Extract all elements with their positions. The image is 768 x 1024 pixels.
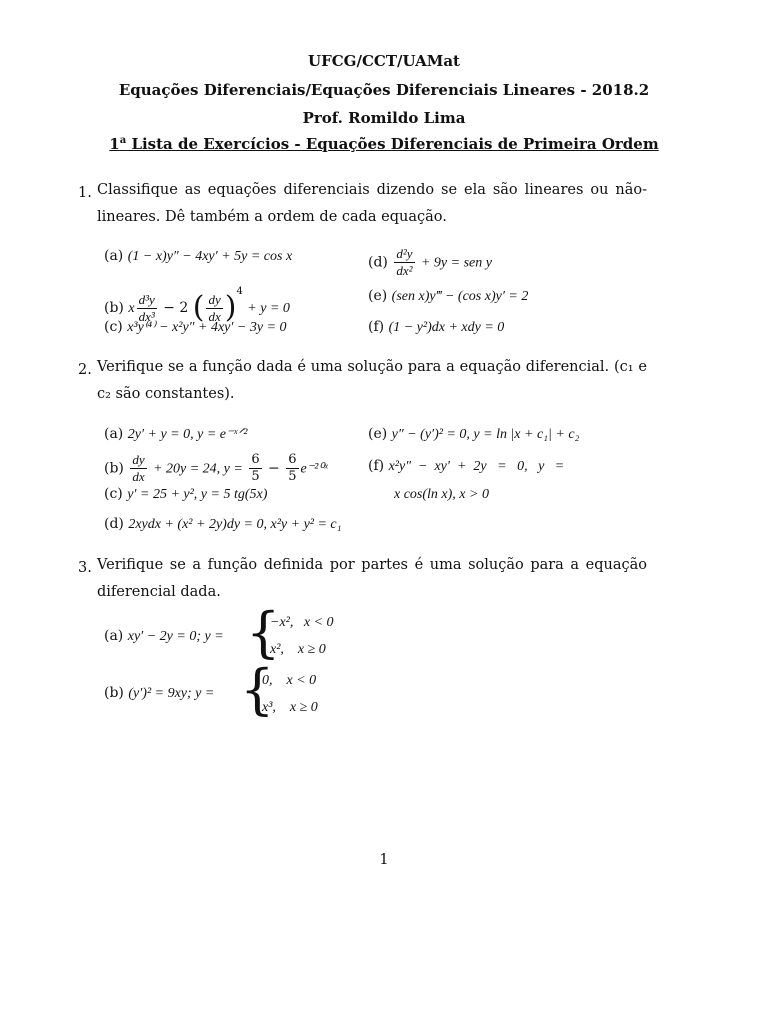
q1-d-den: dx² bbox=[396, 263, 413, 278]
q1-e-label: (e) bbox=[368, 288, 388, 304]
ordinal-sup: a bbox=[119, 135, 127, 146]
q2-number: 2. bbox=[78, 362, 92, 378]
q1-f-expr: (1 − y²)dx + xdy = 0 bbox=[388, 320, 505, 335]
q1-d-frac bbox=[394, 246, 414, 279]
q3-a-case1: −x², x < 0 bbox=[270, 615, 334, 630]
q2-b-frac bbox=[130, 452, 146, 485]
list-number: 1 bbox=[109, 135, 120, 153]
q1-item-c bbox=[104, 317, 287, 338]
q1-b-x: x bbox=[128, 301, 135, 316]
q3-b-brace: { bbox=[240, 658, 275, 721]
q3-number: 3. bbox=[78, 560, 92, 576]
q2-text: Verifique se a função dada é uma solução para a equação diferencial. (c₁ e c₂ são constantes). bbox=[97, 359, 647, 402]
q1-item-e bbox=[368, 286, 528, 307]
q1-b-den2: dx bbox=[208, 308, 221, 324]
q2-b-den: dx bbox=[132, 469, 145, 484]
q3-a-brace: { bbox=[246, 601, 281, 664]
q1-number: 1. bbox=[78, 185, 92, 201]
q2-b-n2: 6 bbox=[288, 452, 297, 467]
q1-item-d bbox=[368, 246, 492, 279]
q3-text: Verifique se a função definida por partes é uma solução para a equação diferencial dada. bbox=[97, 557, 647, 600]
q1-a-expr: (1 − x)y″ − 4xy′ + 5y = cos x bbox=[127, 249, 293, 264]
q2-item-a bbox=[104, 424, 247, 445]
q1-d-label: (d) bbox=[368, 254, 388, 271]
page-number: 1 bbox=[379, 852, 389, 868]
q3-a-expr: xy′ − 2y = 0; y = bbox=[127, 629, 224, 644]
q2-item-e bbox=[368, 424, 579, 445]
q1-b-num: d³y bbox=[138, 291, 155, 307]
q3-a-label: (a) bbox=[104, 628, 124, 644]
q1-b-rparen: ) bbox=[224, 290, 237, 325]
header-professor: Prof. Romildo Lima bbox=[302, 109, 466, 127]
list-title-rest: Lista de Exercícios - Equações Diferenciais de Primeira Ordem bbox=[126, 135, 659, 153]
q1-c-label: (c) bbox=[104, 319, 123, 335]
q2-b-label: (b) bbox=[104, 460, 124, 477]
q2-d-label: (d) bbox=[104, 516, 124, 532]
q1-d-tail: + 9y = sen y bbox=[420, 255, 492, 271]
header-list-title bbox=[0, 134, 768, 154]
q2-b-mid: + 20y = 24, y = bbox=[153, 461, 243, 477]
q2-d-expr: 2xydx + (x² + 2y)dy = 0, x²y + y² = c₁ bbox=[128, 517, 342, 532]
header-institution: UFCG/CCT/UAMat bbox=[308, 52, 460, 70]
q2-b-n1: 6 bbox=[251, 452, 260, 467]
q2-e-expr: y″ − (y′)² = 0, y = ln |x + c₁| + c₂ bbox=[391, 427, 580, 442]
q1-a-label: (a) bbox=[104, 248, 124, 264]
q1-b-mid: − 2 bbox=[163, 300, 189, 316]
q2-b-minus: − bbox=[268, 460, 280, 477]
q2-f-line2: x cos(ln x), x > 0 bbox=[394, 487, 489, 502]
q2-item-d bbox=[104, 514, 342, 535]
q2-b-tail: e⁻²⁰ˣ bbox=[300, 461, 328, 477]
q2-a-expr: 2y′ + y = 0, y = e⁻ˣᐟ² bbox=[127, 427, 248, 442]
q3-b-case1: 0, x < 0 bbox=[262, 673, 317, 688]
q2-b-d2: 5 bbox=[288, 469, 297, 484]
q3-a-case2: x², x ≥ 0 bbox=[270, 642, 326, 657]
q2-e-label: (e) bbox=[368, 426, 388, 442]
q2-b-num: dy bbox=[132, 452, 145, 467]
q2-c-expr: y′ = 25 + y², y = 5 tg(5x) bbox=[127, 487, 268, 502]
q1-b-den: dx³ bbox=[138, 308, 155, 324]
q1-item-a bbox=[104, 246, 292, 267]
q3-b-expr: (y′)² = 9xy; y = bbox=[128, 686, 215, 701]
q3-item-b bbox=[104, 683, 214, 704]
q2-b-d1: 5 bbox=[251, 469, 260, 484]
q2-item-f bbox=[368, 456, 564, 477]
q1-c-expr: x³y⁽⁴⁾ − x²y″ + 4xy′ − 3y = 0 bbox=[127, 320, 287, 335]
q2-f-line1: x²y″ − xy′ + 2y = 0, y = bbox=[388, 459, 565, 474]
header-course: Equações Diferenciais/Equações Diferenciais Lineares - 2018.2 bbox=[118, 81, 650, 99]
q2-b-frac2 bbox=[286, 452, 298, 485]
q1-b-label: (b) bbox=[104, 300, 124, 316]
q3-item-a bbox=[104, 626, 224, 647]
q2-b-frac1 bbox=[249, 452, 261, 485]
q1-d-num: d²y bbox=[396, 246, 413, 261]
q2-item-b bbox=[104, 452, 328, 485]
q1-text: Classifique as equações diferenciais dizendo se ela são lineares ou não-lineares. Dê também a ordem de cada equação. bbox=[97, 182, 647, 225]
q1-b-num2: dy bbox=[208, 291, 221, 307]
q1-b-lparen: ( bbox=[192, 290, 205, 325]
q2-f-label: (f) bbox=[368, 458, 385, 474]
q2-a-label: (a) bbox=[104, 426, 124, 442]
q2-item-c bbox=[104, 484, 267, 505]
q1-b-tail: + y = 0 bbox=[247, 301, 290, 316]
q1-e-expr: (sen x)y‴ − (cos x)y′ = 2 bbox=[391, 289, 529, 304]
q1-item-f bbox=[368, 317, 504, 338]
q1-f-label: (f) bbox=[368, 319, 385, 335]
q1-b-exp: 4 bbox=[236, 286, 243, 297]
q2-item-f-cont bbox=[394, 484, 489, 505]
q3-b-case2: x³, x ≥ 0 bbox=[262, 700, 318, 715]
q3-b-label: (b) bbox=[104, 685, 124, 701]
q2-c-label: (c) bbox=[104, 486, 123, 502]
